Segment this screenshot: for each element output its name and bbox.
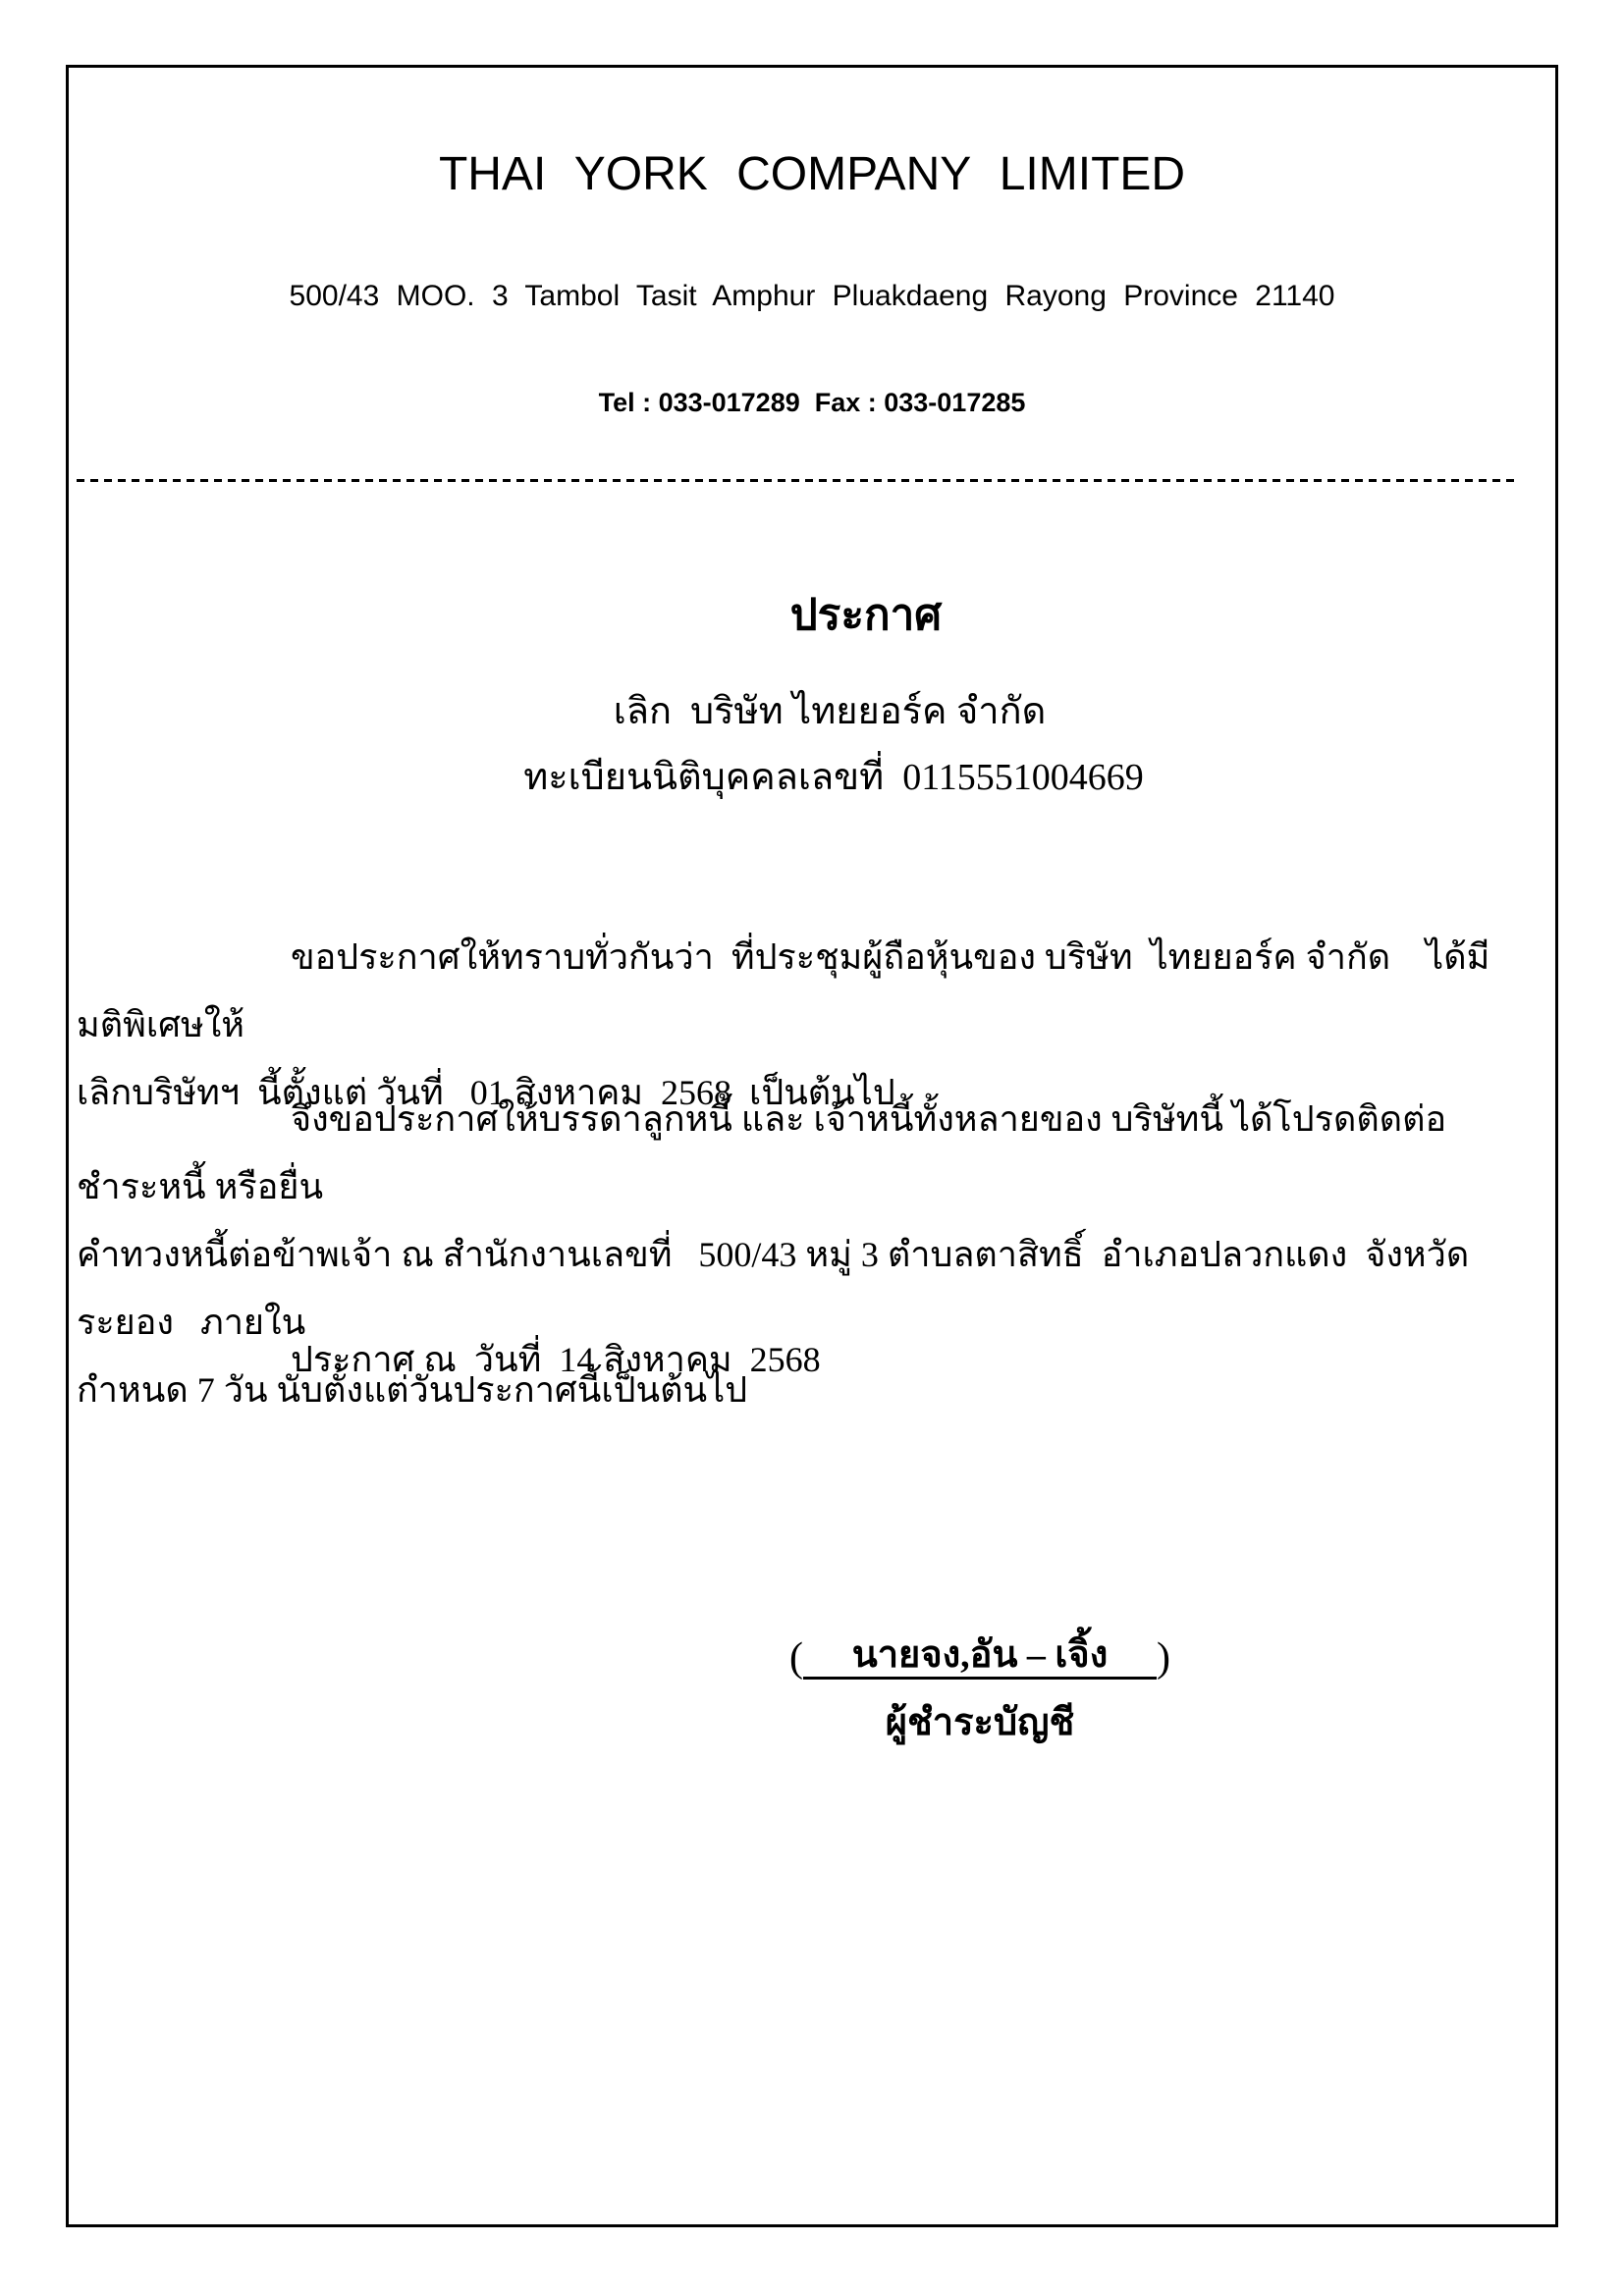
paragraph-1-line-1: ขอประกาศให้ทราบทั่วกันว่า ที่ประชุมผู้ถือหุ้นของ บริษัท ไทยยอร์ค จำกัด ได้มีมติพิเศษให้ [77,937,1490,1044]
paragraph-2-line-3: กำหนด 7 วัน นับตั้งแต่วันประกาศนี้เป็นต้นไป [77,1370,748,1410]
paragraph-2-line-2: คำทวงหนี้ต่อข้าพเจ้า ณ สำนักงานเลขที่ 500/43 หมู่ 3 ตำบลตาสิทธิ์ อำเภอปลวกแดง จังหวัดระยอง ภายใน [77,1235,1470,1342]
notice-title: ประกาศ [789,591,943,639]
signature-underline [803,1633,1157,1680]
signature-paren-open: ( [789,1635,803,1681]
dashed-divider [77,479,1520,482]
notice-registration-number: ทะเบียนนิติบุคคลเลขที่ 0115551004669 [523,757,1144,798]
paragraph-1-line-2: เลิกบริษัทฯ นี้ตั้งแต่ วันที่ 01 สิงหาคม 2568 เป็นต้นไป [77,1073,895,1112]
notice-date-line: ประกาศ ณ วันที่ 14 สิงหาคม 2568 [291,1340,821,1379]
page-border [66,65,1558,2227]
company-phone-fax: Tel : 033-017289 Fax : 033-017285 [598,388,1026,417]
paragraph-2-line-1: จึงขอประกาศให้บรรดาลูกหนี้ และ เจ้าหนี้ทั้งหลายของ บริษัทนี้ ได้โปรดติดต่อชำระหนี้ หรือยื่น [77,1099,1447,1206]
signature-name-row [769,1633,1191,1680]
company-address: 500/43 MOO. 3 Tambol Tasit Amphur Pluakdaeng Rayong Province 21140 [289,280,1335,312]
signatory-name: นายจง,อัน – เจิ้ง [851,1634,1109,1676]
signature-block [769,1633,1191,1744]
company-name: THAI YORK COMPANY LIMITED [438,148,1186,200]
signatory-role: ผู้ชำระบัญชี [885,1702,1075,1743]
notice-subject: เลิก บริษัท ไทยยอร์ค จำกัด [613,691,1047,732]
signature-paren-close: ) [1157,1635,1170,1681]
